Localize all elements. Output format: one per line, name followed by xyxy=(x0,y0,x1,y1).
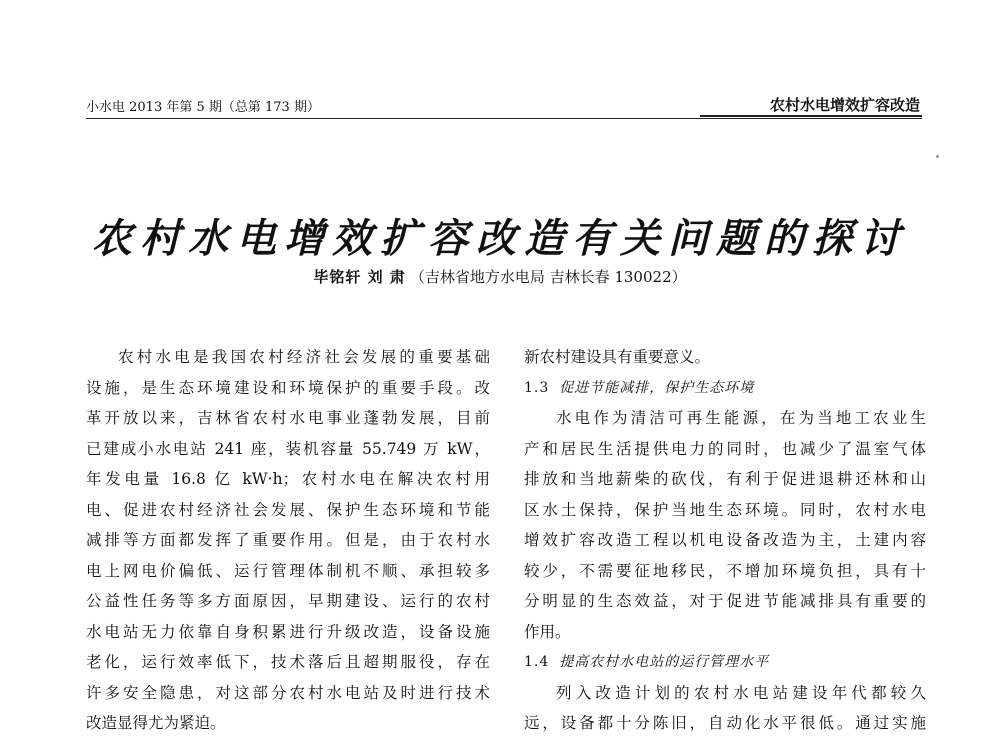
section-heading-1-3 xyxy=(524,373,926,404)
text-line: 公益性任务等多方面原因，早期建设、运行的农村 xyxy=(86,592,490,610)
text-line: 较少，不需要征地移民，不增加环境负担，具有十 xyxy=(524,561,926,580)
text-line: 电上网电价偏低、运行管理体制机不顺、承担较多 xyxy=(86,561,490,580)
text-line: 设施，是生态环境建设和环境保护的重要手段。改 xyxy=(86,378,490,397)
affiliation: （吉林省地方水电局 吉林长春 130022） xyxy=(409,268,687,286)
text-line: 水电站无力依靠自身积累进行升级改造，设备设施 xyxy=(86,622,490,641)
scan-speck xyxy=(936,155,939,158)
text-line: 电、促进农村经济社会发展、保护生态环境和节能 xyxy=(86,500,490,519)
authors: 毕铭轩 刘 肃 xyxy=(313,268,406,286)
section-name: 农村水电增效扩容改造 xyxy=(769,96,920,114)
text-line: 列入改造计划的农村水电站建设年代都较久 xyxy=(556,683,926,702)
text-line: 老化，运行效率低下，技术落后且超期服役，存在 xyxy=(86,653,490,671)
text-line: 产和居民生活提供电力的同时，也减少了温室气体 xyxy=(524,439,926,458)
section-heading-text: 提高农村水电站的运行管理水平 xyxy=(559,654,770,670)
text-line: 减排等方面都发挥了重要作用。但是，由于农村水 xyxy=(86,531,490,549)
section-heading-text: 促进节能减排，保护生态环境 xyxy=(559,379,755,396)
text-line: 许多安全隐患，对这部分农村水电站及时进行技术 xyxy=(86,683,490,702)
header-rule xyxy=(86,118,922,119)
text-line: 远，设备都十分陈旧，自动化水平很低。通过实施 xyxy=(524,714,926,732)
journal-info: 小水电 2013 年第 5 期（总第 173 期） xyxy=(86,100,320,115)
text-line: 已建成小水电站 241 座，装机容量 55.749 万 kW， xyxy=(86,439,490,458)
section-number: 1.4 xyxy=(524,654,550,670)
text-line: 革开放以来，吉林省农村水电事业蓬勃发展，目前 xyxy=(86,409,490,427)
header-rule-accent xyxy=(700,115,922,117)
text-line: 作用。 xyxy=(524,622,571,641)
article-title: 农村水电增效扩容改造有关问题的探讨 xyxy=(92,214,908,262)
text-line: 增效扩容改造工程以机电设备改造为主，土建内容 xyxy=(524,531,926,549)
text-line: 新农村建设具有重要意义。 xyxy=(524,348,711,366)
text-line: 区水土保持，保护当地生态环境。同时，农村水电 xyxy=(524,500,926,519)
text-line: 水电作为清洁可再生能源，在为当地工农业生 xyxy=(556,409,926,427)
text-line: 改造显得尤为紧迫。 xyxy=(86,714,226,732)
text-line: 年发电量 16.8 亿 kW·h；农村水电在解决农村用 xyxy=(86,470,490,488)
byline xyxy=(0,266,1000,287)
text-line: 农村水电是我国农村经济社会发展的重要基础 xyxy=(118,348,490,366)
section-heading-1-4 xyxy=(524,647,926,678)
left-column xyxy=(86,342,490,739)
text-line: 排放和当地薪柴的砍伐，有利于促进退耕还林和山 xyxy=(524,470,926,488)
text-line: 分明显的生态效益，对于促进节能减排具有重要的 xyxy=(524,592,926,610)
right-column xyxy=(524,342,926,739)
section-number: 1.3 xyxy=(524,379,550,396)
